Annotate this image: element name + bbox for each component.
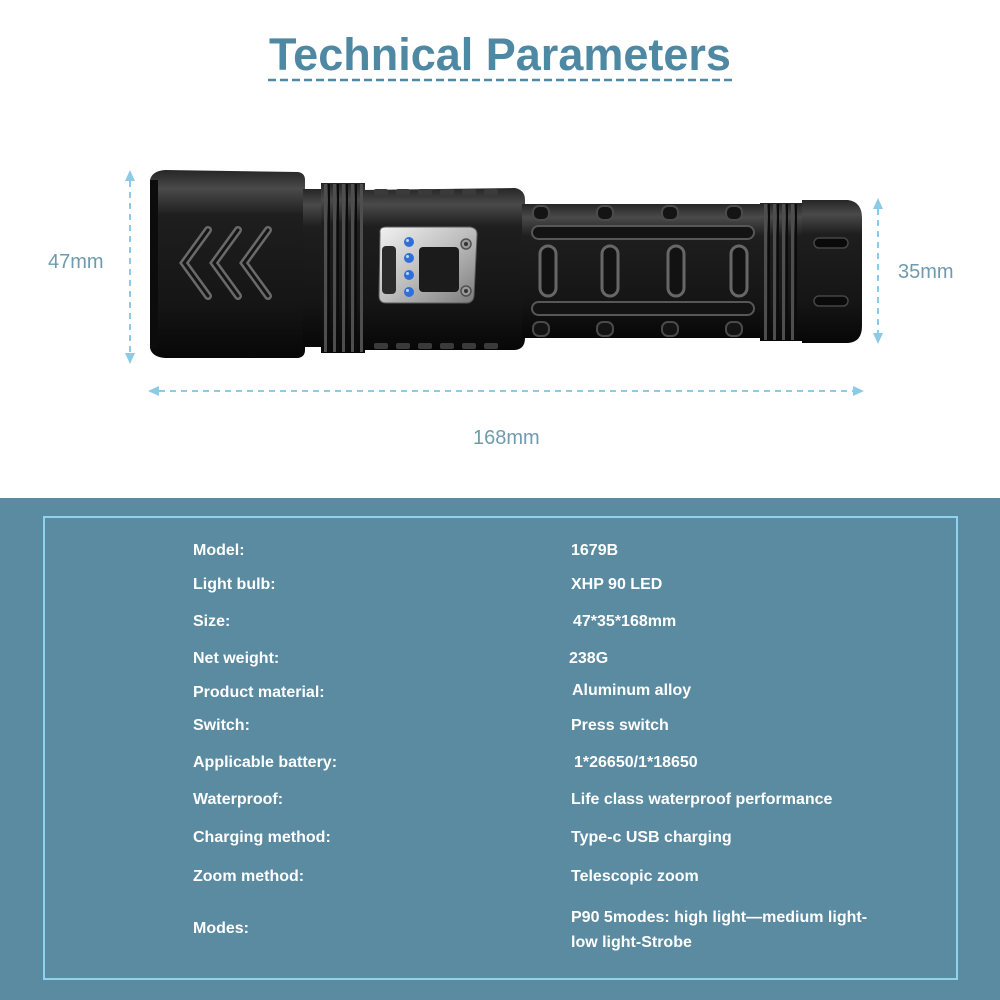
head-diameter-label: 47mm (48, 251, 104, 273)
led-indicator (404, 287, 414, 297)
body-knurl (374, 343, 388, 349)
spec-value: Type-c USB charging (571, 829, 732, 846)
body-knurl (462, 343, 476, 349)
tube-notch (597, 322, 613, 336)
dimension-line-length (148, 386, 864, 396)
flashlight-tube (522, 204, 762, 338)
led-glint (406, 289, 409, 292)
spec-value: 1*26650/1*18650 (574, 754, 698, 771)
neck-ridge (360, 184, 363, 352)
spec-value: 47*35*168mm (573, 613, 677, 630)
spec-label: Size: (193, 613, 231, 630)
spec-value: 1679B (571, 542, 619, 559)
arrowhead-right (853, 386, 864, 396)
tube-slot (668, 246, 684, 296)
page-title: Technical Parameters (269, 29, 731, 80)
spec-label: Model: (193, 542, 245, 559)
body-knurl (484, 189, 498, 195)
tube-slot (731, 246, 747, 296)
screw-center (464, 242, 468, 246)
led-glint (406, 255, 409, 258)
tail-ridge-gap (786, 204, 788, 340)
tube-notch (726, 322, 742, 336)
arrowhead-up (873, 198, 883, 209)
neck-ridge (324, 184, 327, 352)
flashlight-switch-body (363, 188, 525, 350)
spec-label: Zoom method: (193, 868, 305, 885)
neck-ridge (351, 184, 354, 352)
arrowhead-down (873, 333, 883, 344)
tail-ridge (782, 204, 785, 340)
body-knurl (440, 343, 454, 349)
spec-value: Life class waterproof performance (571, 791, 833, 808)
tube-notch (662, 206, 678, 220)
tail-cap-notch (814, 296, 848, 306)
led-indicator (404, 253, 414, 263)
tail-ridge (791, 204, 794, 340)
neck-ridge-gap (337, 184, 339, 352)
body-knurl (440, 189, 454, 195)
tube-notch (726, 206, 742, 220)
spec-label: Applicable battery: (193, 754, 338, 771)
spec-label: Net weight: (193, 650, 280, 667)
spec-value-line: low light-Strobe (571, 934, 692, 951)
tail-ridge-gap (777, 204, 779, 340)
tail-ridge-gap (768, 204, 770, 340)
spec-label: Charging method: (193, 829, 331, 846)
screw-center (464, 289, 468, 293)
spec-value: 238G (569, 650, 609, 667)
flashlight-tail-cap (760, 200, 862, 343)
tail-ridge (764, 204, 767, 340)
neck-ridge (333, 184, 336, 352)
spec-value: Aluminum alloy (572, 682, 692, 699)
body-knurl (396, 343, 410, 349)
plate-recess (382, 246, 396, 294)
led-indicator (404, 237, 414, 247)
dimension-line-head-diameter (125, 170, 135, 364)
spec-value: Telescopic zoom (571, 868, 699, 885)
dimension-line-tail-diameter (873, 198, 883, 344)
spec-label: Switch: (193, 717, 250, 734)
tube-notch (597, 206, 613, 220)
body-knurl (418, 343, 432, 349)
flashlight-head (150, 170, 305, 358)
neck-collar (303, 189, 323, 347)
arrowhead-left (148, 386, 159, 396)
head-bezel-edge (150, 180, 158, 348)
switch-button (419, 247, 459, 292)
spec-label: Light bulb: (193, 576, 276, 593)
tube-shell (522, 204, 762, 338)
flashlight (150, 170, 862, 358)
spec-label: Product material: (193, 684, 325, 701)
arrowhead-up (125, 170, 135, 181)
body-knurl (396, 189, 410, 195)
tube-slot (602, 246, 618, 296)
tail-diameter-label: 35mm (898, 261, 954, 283)
led-glint (406, 272, 409, 275)
tail-ridge-gap (795, 204, 797, 340)
body-knurl (418, 189, 432, 195)
spec-label: Waterproof: (193, 791, 284, 808)
led-glint (406, 239, 409, 242)
neck-ridge-gap (346, 184, 348, 352)
tube-notch (662, 322, 678, 336)
dimensions-section (0, 0, 1000, 498)
arrowhead-down (125, 353, 135, 364)
length-label: 168mm (473, 427, 540, 449)
neck-ridge-gap (328, 184, 330, 352)
tube-slot (540, 246, 556, 296)
spec-label: Modes: (193, 920, 249, 937)
spec-value: Press switch (571, 717, 669, 734)
body-knurl (374, 189, 388, 195)
body-knurl (462, 189, 476, 195)
led-indicator (404, 270, 414, 280)
flashlight-neck (303, 183, 365, 353)
tube-groove (532, 226, 754, 239)
tube-groove (532, 302, 754, 315)
body-knurl (484, 343, 498, 349)
tube-notch (533, 322, 549, 336)
tail-cap-notch (814, 238, 848, 248)
tail-end-cap (802, 200, 862, 343)
tail-ridge (773, 204, 776, 340)
neck-ridge (342, 184, 345, 352)
tube-notch (533, 206, 549, 220)
spec-value: XHP 90 LED (571, 576, 663, 593)
neck-ridge-gap (355, 184, 357, 352)
spec-value-line: P90 5modes: high light—medium light- (571, 909, 868, 926)
